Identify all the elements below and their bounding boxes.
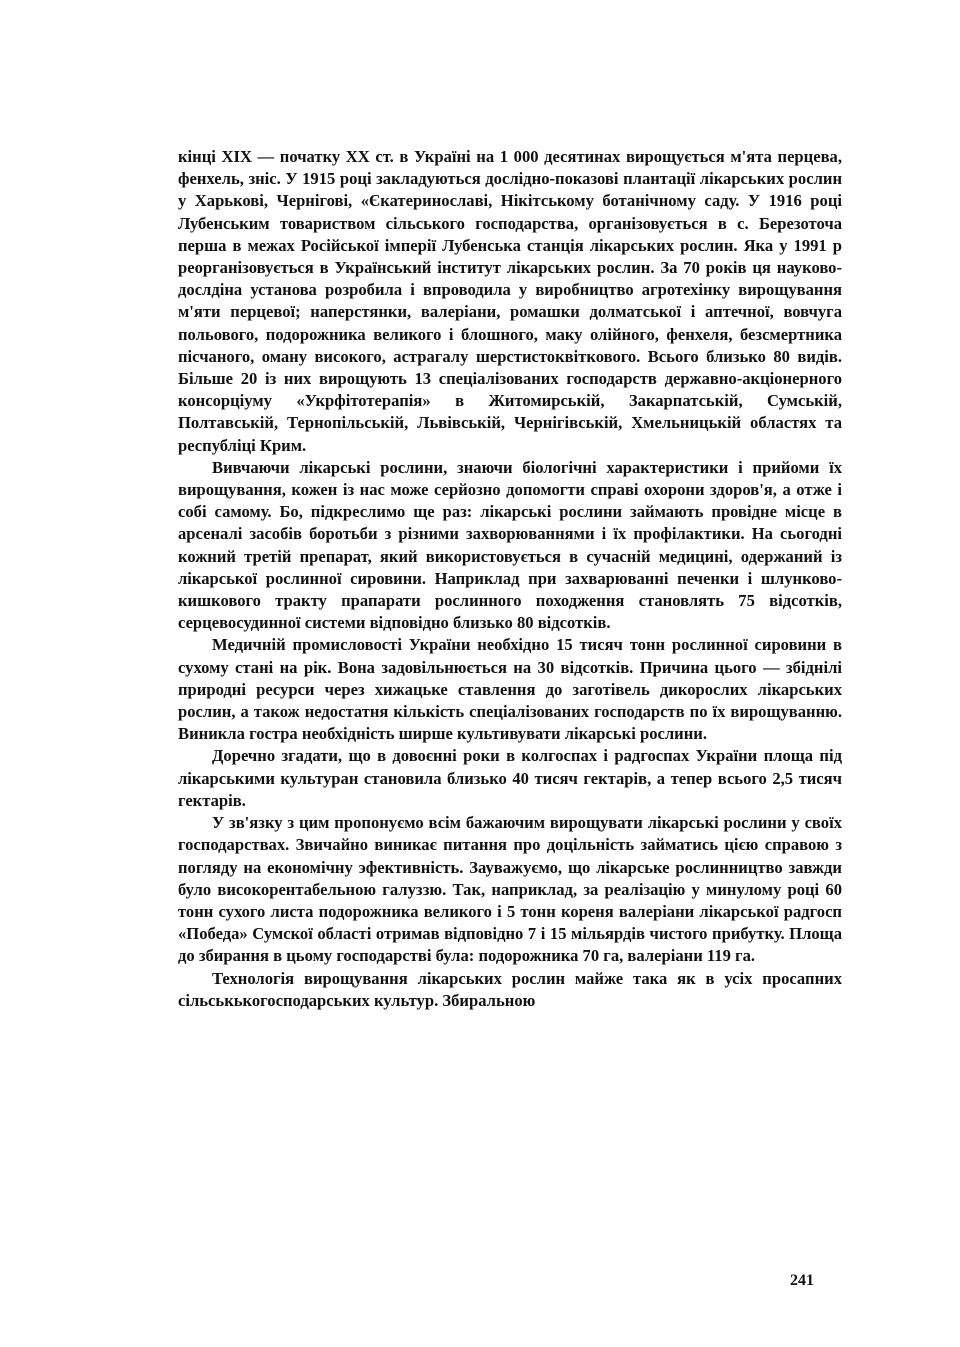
- body-text: [178, 146, 842, 1012]
- paragraph-3: Медичній промисловості України необхідно 15 тисяч тонн рослинної сировини в сухому стані на рік. Вона задовільнюється на 30 відсотків. Причина цього — збіднілі природні ресурси через хижацьке ставлення до заготівель дикорослих лікарських рослин, а також недостатня кількість спеціалізованих господарств по їх вирощуванню. Виникла гостра необхідність ширше культивувати лікарські рослини.: [178, 635, 842, 744]
- paragraph-1: кінці XIX — початку XX ст. в Україні на 1 000 десятинах вирощується м'ята перцева, фенхель, зніс. У 1915 році закладуються дослідно-показові плантації лікарських рослин у Харькові, Чернігові, «Єкатеринославі, Нікітському ботанічному саду. У 1916 році Лубенським товариством сільського господарства, організовується в с. Березоточа перша в межах Російської імперії Лубенська станція лікарських рослин. Яка у 1991 р реорганізовується в Український інститут лікарських рослин. За 70 років ця науково-дослдіна установа розробила і впроводила у виробництво агротехінку вирощування м'яти перцевої; наперстянки, валеріани, ромашки долматської і аптечної, вовчуга польового, подорожника великого і блошного, маку олійного, фенхеля, безсмертника пісчаного, оману високого, астрагалу шерстистоквіткового. Всього близько 80 видів. Більше 20 із них вирощують 13 спеціалізованих господарств державно-акціонерного консорціуму «Укрфітотерапія» в Житомирській, Закарпатській, Сумській, Полтавській, Тернопільській, Львівській, Чернігівській, Хмельницькій областях та республіці Крим.: [178, 147, 842, 455]
- paragraph-6: Технологія вирощування лікарських рослин майже така як в усіх просапних сільськькогосподарських культур. Збиральною: [178, 968, 842, 1010]
- paragraph-4: Доречно згадати, що в довоєнні роки в колгоспах і радгоспах України площа під лікарськими культуран становила близько 40 тисяч гектарів, а тепер всього 2,5 тисяч гектарів.: [178, 746, 842, 810]
- paragraph-5: У зв'язку з цим пропонуємо всім бажаючим вирощувати лікарські рослини у своїх господарствах. Звичайно виникає питання про доцільність займатись цією справою з погляду на економічну эфективність. Зауважуємо, що лікарське рослинництво завжди було високорентабельною галуззю. Так, наприклад, за реалізацію у минулому році 60 тонн сухого листа подорожника великого і 5 тонн кореня валеріани лікарської радгосп «Победа» Сумскої області отримав відповідно 7 і 15 мільярдів чистого прибутку. Площа до збирання в цьому господарстві була: подорожника 70 га, валеріани 119 га.: [178, 813, 842, 966]
- paragraph-2: Вивчаючи лікарські рослини, знаючи біологічні характеристики і прийоми їх вирощування, кожен із нас може серйозно допомогти справі охорони здоров'я, а отже і собі самому. Бо, підкреслимо ще раз: лікарські рослини займають провідне місце в арсеналі засобів боротьби з різними захворюваннями і їх профілактики. На сьогодні кожний третій препарат, який використовується в сучасній медицині, одержаний із лікарської рослинної сировини. Наприклад при захварюванні печенки і шлунково-кишкового тракту прапарати рослинного походження становлять 75 відсотків, серцевосудинної системи відповідно близько 80 відсотків.: [178, 457, 842, 633]
- page-number: 241: [790, 1272, 814, 1289]
